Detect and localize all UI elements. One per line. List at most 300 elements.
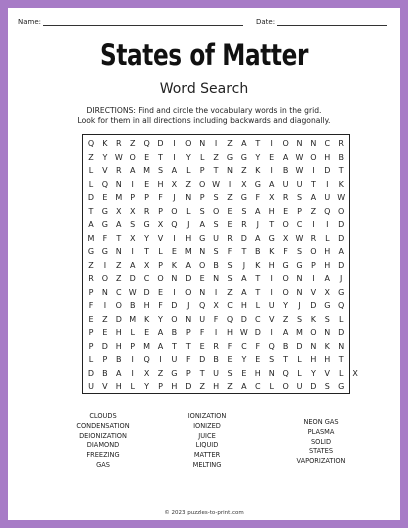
grid-letter[interactable]: F xyxy=(199,328,205,337)
grid-letter[interactable]: I xyxy=(270,274,273,283)
grid-letter[interactable]: J xyxy=(340,274,343,283)
grid-letter[interactable]: N xyxy=(296,274,303,283)
grid-letter[interactable]: I xyxy=(312,166,315,175)
grid-letter[interactable]: O xyxy=(310,328,317,337)
grid-letter[interactable]: S xyxy=(324,314,330,324)
grid-letter[interactable]: E xyxy=(199,341,205,351)
grid-letter[interactable]: R xyxy=(310,233,317,243)
grid-letter[interactable]: O xyxy=(101,274,109,283)
grid-letter[interactable]: O xyxy=(282,139,289,148)
grid-letter[interactable]: F xyxy=(158,193,163,202)
grid-letter[interactable]: P xyxy=(310,260,316,270)
grid-letter[interactable]: R xyxy=(143,206,150,216)
grid-letter[interactable]: S xyxy=(227,274,233,283)
grid-letter[interactable]: I xyxy=(326,179,329,189)
grid-letter[interactable]: L xyxy=(88,355,94,364)
grid-letter[interactable]: H xyxy=(171,382,178,391)
grid-letter[interactable]: C xyxy=(255,382,261,391)
grid-letter[interactable]: K xyxy=(143,314,150,324)
grid-letter[interactable]: W xyxy=(128,287,137,297)
grid-letter[interactable]: D xyxy=(87,193,95,202)
grid-letter[interactable]: D xyxy=(240,233,247,243)
grid-letter[interactable]: L xyxy=(269,382,274,391)
grid-letter[interactable]: P xyxy=(199,166,205,175)
grid-letter[interactable]: L xyxy=(186,206,191,216)
grid-letter[interactable]: O xyxy=(199,179,206,189)
grid-letter[interactable]: Y xyxy=(241,355,247,364)
grid-letter[interactable]: G xyxy=(282,260,289,270)
grid-letter[interactable]: L xyxy=(199,152,205,162)
grid-letter[interactable]: V xyxy=(102,382,108,391)
grid-letter[interactable]: G xyxy=(101,247,108,256)
grid-letter[interactable]: F xyxy=(283,247,288,256)
grid-letter[interactable]: E xyxy=(255,355,261,364)
grid-letter[interactable]: A xyxy=(171,166,178,175)
grid-letter[interactable]: V xyxy=(310,287,317,297)
grid-letter[interactable]: L xyxy=(297,368,302,378)
grid-letter[interactable]: O xyxy=(199,260,206,270)
grid-letter[interactable]: G xyxy=(338,287,345,297)
grid-letter[interactable]: E xyxy=(283,206,289,216)
grid-letter[interactable]: C xyxy=(241,341,247,351)
grid-letter[interactable]: S xyxy=(296,314,303,324)
grid-letter[interactable]: U xyxy=(296,179,303,189)
grid-letter[interactable]: N xyxy=(185,314,192,324)
grid-letter[interactable]: T xyxy=(310,179,316,189)
grid-letter[interactable]: E xyxy=(144,328,150,337)
grid-letter[interactable]: D xyxy=(199,355,206,364)
grid-letter[interactable]: T xyxy=(185,341,191,351)
grid-letter[interactable]: U xyxy=(296,382,303,391)
grid-letter[interactable]: N xyxy=(296,287,303,297)
grid-letter[interactable]: Q xyxy=(324,206,331,216)
grid-letter[interactable]: N xyxy=(199,247,206,256)
grid-letter[interactable]: Z xyxy=(227,287,233,297)
grid-letter[interactable]: A xyxy=(116,368,122,378)
grid-letter[interactable]: E xyxy=(102,193,108,202)
grid-letter[interactable]: K xyxy=(310,314,317,324)
grid-letter[interactable]: N xyxy=(338,341,345,351)
grid-letter[interactable]: X xyxy=(324,287,331,297)
grid-letter[interactable]: B xyxy=(129,301,136,310)
grid-letter[interactable]: J xyxy=(187,301,190,310)
grid-letter[interactable]: N xyxy=(185,193,192,202)
grid-letter[interactable]: T xyxy=(171,341,177,351)
grid-letter[interactable]: I xyxy=(270,166,273,175)
grid-letter[interactable]: N xyxy=(213,274,220,283)
grid-letter[interactable]: F xyxy=(255,193,261,202)
grid-letter[interactable]: O xyxy=(185,287,192,297)
grid-letter[interactable]: K xyxy=(269,247,275,256)
grid-letter[interactable]: D xyxy=(171,301,178,310)
grid-letter[interactable]: I xyxy=(326,220,329,229)
grid-letter[interactable]: R xyxy=(282,193,289,202)
grid-letter[interactable]: N xyxy=(324,328,331,337)
grid-letter[interactable]: I xyxy=(214,287,218,297)
grid-letter[interactable]: K xyxy=(338,179,344,189)
grid-letter[interactable]: I xyxy=(173,152,176,162)
grid-letter[interactable]: G xyxy=(87,247,95,256)
grid-letter[interactable]: D xyxy=(157,139,164,148)
grid-letter[interactable]: O xyxy=(129,152,136,162)
grid-letter[interactable]: C xyxy=(324,139,331,148)
grid-letter[interactable]: M xyxy=(296,328,303,337)
grid-letter[interactable]: Y xyxy=(255,152,261,162)
grid-letter[interactable]: H xyxy=(185,233,192,243)
grid-letter[interactable]: D xyxy=(310,301,317,310)
name-field[interactable] xyxy=(18,18,243,26)
grid-letter[interactable]: G xyxy=(101,220,108,229)
grid-letter[interactable]: F xyxy=(185,355,191,364)
grid-letter[interactable]: D xyxy=(338,233,345,243)
grid-letter[interactable]: G xyxy=(240,152,247,162)
grid-letter[interactable]: I xyxy=(103,301,107,310)
grid-letter[interactable]: U xyxy=(171,355,178,364)
grid-letter[interactable]: U xyxy=(268,301,275,310)
grid-letter[interactable]: E xyxy=(157,287,164,297)
grid-letter[interactable]: T xyxy=(158,152,163,162)
grid-letter[interactable]: H xyxy=(324,152,331,162)
grid-letter[interactable]: I xyxy=(131,355,134,364)
grid-letter[interactable]: H xyxy=(324,355,331,364)
grid-letter[interactable]: D xyxy=(240,314,247,324)
grid-letter[interactable]: B xyxy=(116,355,122,364)
grid-letter[interactable]: Z xyxy=(282,314,289,324)
grid-letter[interactable]: I xyxy=(270,139,273,148)
grid-letter[interactable]: M xyxy=(115,193,123,202)
grid-letter[interactable]: R xyxy=(227,233,233,243)
grid-letter[interactable]: H xyxy=(157,179,164,189)
grid-letter[interactable]: C xyxy=(227,301,233,310)
grid-letter[interactable]: G xyxy=(338,382,345,391)
grid-letter[interactable]: C xyxy=(255,314,261,324)
grid-letter[interactable]: N xyxy=(199,139,206,148)
grid-letter[interactable]: Z xyxy=(88,260,94,270)
grid-letter[interactable]: G xyxy=(101,206,108,216)
grid-letter[interactable]: X xyxy=(241,179,247,189)
grid-letter[interactable]: Q xyxy=(101,179,109,189)
grid-letter[interactable]: E xyxy=(227,355,233,364)
grid-letter[interactable]: F xyxy=(158,301,163,310)
grid-letter[interactable]: P xyxy=(144,193,149,202)
grid-letter[interactable]: Q xyxy=(338,301,345,310)
grid-letter[interactable]: F xyxy=(213,314,219,324)
grid-letter[interactable]: E xyxy=(241,368,247,378)
grid-letter[interactable]: Z xyxy=(129,139,136,148)
grid-letter[interactable]: N xyxy=(310,341,317,351)
grid-letter[interactable]: A xyxy=(185,260,192,270)
grid-letter[interactable]: G xyxy=(226,152,234,162)
grid-letter[interactable]: U xyxy=(199,314,206,324)
grid-letter[interactable]: E xyxy=(227,220,233,229)
grid-letter[interactable]: P xyxy=(185,328,191,337)
grid-letter[interactable]: K xyxy=(255,166,261,175)
grid-letter[interactable]: I xyxy=(312,274,315,283)
grid-letter[interactable]: H xyxy=(226,328,233,337)
grid-letter[interactable]: A xyxy=(310,193,317,202)
grid-letter[interactable]: G xyxy=(199,233,206,243)
grid-letter[interactable]: H xyxy=(268,206,275,216)
grid-letter[interactable]: T xyxy=(255,274,261,283)
grid-letter[interactable]: E xyxy=(199,274,205,283)
grid-letter[interactable]: P xyxy=(158,382,163,391)
grid-letter[interactable]: L xyxy=(130,382,135,391)
grid-letter[interactable]: T xyxy=(283,355,289,364)
grid-letter[interactable]: E xyxy=(88,314,94,324)
grid-letter[interactable]: W xyxy=(295,166,304,175)
grid-letter[interactable]: A xyxy=(282,328,289,337)
grid-letter[interactable]: Q xyxy=(143,355,150,364)
grid-letter[interactable]: G xyxy=(240,193,247,202)
grid-letter[interactable]: H xyxy=(115,341,122,351)
grid-letter[interactable]: P xyxy=(185,368,191,378)
grid-letter[interactable]: Q xyxy=(171,220,178,229)
grid-letter[interactable]: Z xyxy=(185,179,192,189)
grid-letter[interactable]: H xyxy=(115,382,122,391)
grid-letter[interactable]: L xyxy=(338,314,344,324)
grid-letter[interactable]: F xyxy=(227,247,233,256)
grid-letter[interactable]: X xyxy=(143,368,150,378)
grid-letter[interactable]: P xyxy=(297,206,302,216)
grid-letter[interactable]: A xyxy=(241,287,247,297)
grid-letter[interactable]: A xyxy=(241,139,247,148)
grid-letter[interactable]: E xyxy=(227,206,233,216)
grid-letter[interactable]: T xyxy=(199,368,205,378)
grid-letter[interactable]: P xyxy=(88,328,94,337)
grid-letter[interactable]: W xyxy=(295,233,304,243)
grid-letter[interactable]: T xyxy=(213,166,219,175)
grid-letter[interactable]: P xyxy=(130,193,136,202)
grid-letter[interactable]: I xyxy=(214,139,218,148)
grid-letter[interactable]: Z xyxy=(227,139,233,148)
grid-letter[interactable]: U xyxy=(282,179,289,189)
grid-letter[interactable]: W xyxy=(239,328,248,337)
grid-letter[interactable]: I xyxy=(103,260,107,270)
grid-letter[interactable]: A xyxy=(199,220,205,229)
grid-letter[interactable]: Y xyxy=(102,152,108,162)
grid-letter[interactable]: X xyxy=(157,220,164,229)
grid-letter[interactable]: M xyxy=(129,314,137,324)
grid-letter[interactable]: N xyxy=(115,179,122,189)
grid-letter[interactable]: G xyxy=(254,179,261,189)
grid-letter[interactable]: X xyxy=(268,193,275,202)
grid-letter[interactable]: I xyxy=(131,368,134,378)
grid-letter[interactable]: A xyxy=(338,247,344,256)
grid-letter[interactable]: D xyxy=(324,166,331,175)
grid-letter[interactable]: P xyxy=(88,341,94,351)
grid-letter[interactable]: Z xyxy=(102,314,108,324)
grid-letter[interactable]: E xyxy=(269,152,275,162)
grid-letter[interactable]: N xyxy=(101,287,108,297)
grid-letter[interactable]: D xyxy=(338,328,345,337)
grid-letter[interactable]: V xyxy=(268,314,275,324)
grid-letter[interactable]: T xyxy=(338,166,344,175)
grid-letter[interactable]: S xyxy=(199,206,205,216)
grid-letter[interactable]: O xyxy=(282,382,289,391)
grid-letter[interactable]: Z xyxy=(227,382,233,391)
grid-letter[interactable]: I xyxy=(173,287,176,297)
grid-letter[interactable]: T xyxy=(241,247,247,256)
grid-letter[interactable]: T xyxy=(255,139,261,148)
grid-letter[interactable]: W xyxy=(212,179,221,189)
grid-letter[interactable]: B xyxy=(282,166,289,175)
grid-letter[interactable]: D xyxy=(338,260,345,270)
grid-letter[interactable]: D xyxy=(310,382,317,391)
grid-letter[interactable]: P xyxy=(88,287,94,297)
date-field[interactable] xyxy=(256,18,387,26)
grid-letter[interactable]: N xyxy=(296,139,303,148)
grid-letter[interactable]: L xyxy=(88,179,94,189)
grid-letter[interactable]: D xyxy=(338,220,345,229)
grid-letter[interactable]: O xyxy=(282,287,289,297)
grid-letter[interactable]: S xyxy=(241,206,247,216)
grid-letter[interactable]: X xyxy=(116,206,122,216)
grid-letter[interactable]: G xyxy=(143,220,150,229)
grid-letter[interactable]: S xyxy=(296,193,303,202)
grid-letter[interactable]: Z xyxy=(116,260,122,270)
grid-letter[interactable]: Q xyxy=(143,139,150,148)
grid-letter[interactable]: O xyxy=(338,206,345,216)
grid-letter[interactable]: Y xyxy=(283,301,289,310)
grid-letter[interactable]: R xyxy=(213,341,219,351)
grid-letter[interactable]: A xyxy=(157,341,164,351)
grid-letter[interactable]: T xyxy=(116,233,122,243)
grid-letter[interactable]: N xyxy=(199,287,206,297)
grid-letter[interactable]: Y xyxy=(310,368,316,378)
grid-letter[interactable]: X xyxy=(352,368,358,378)
grid-letter[interactable]: N xyxy=(171,274,178,283)
grid-letter[interactable]: Y xyxy=(144,382,150,391)
grid-letter[interactable]: C xyxy=(296,220,303,229)
grid-letter[interactable]: T xyxy=(255,287,261,297)
grid-letter[interactable]: A xyxy=(241,382,247,391)
grid-letter[interactable]: I xyxy=(228,179,232,189)
grid-letter[interactable]: V xyxy=(324,368,331,378)
grid-letter[interactable]: G xyxy=(324,301,331,310)
grid-letter[interactable]: B xyxy=(255,247,261,256)
grid-letter[interactable]: A xyxy=(324,274,331,283)
grid-letter[interactable]: S xyxy=(130,220,136,229)
grid-letter[interactable]: D xyxy=(101,341,108,351)
grid-letter[interactable]: H xyxy=(310,355,317,364)
grid-letter[interactable]: I xyxy=(173,139,176,148)
grid-letter[interactable]: A xyxy=(255,233,261,243)
grid-letter[interactable]: J xyxy=(242,260,246,270)
date-line[interactable] xyxy=(277,18,387,26)
grid-letter[interactable]: G xyxy=(268,233,275,243)
grid-letter[interactable]: K xyxy=(255,260,261,270)
grid-letter[interactable]: O xyxy=(185,139,192,148)
grid-letter[interactable]: D xyxy=(129,274,136,283)
grid-letter[interactable]: X xyxy=(282,233,289,243)
grid-letter[interactable]: C xyxy=(143,274,150,283)
grid-letter[interactable]: U xyxy=(324,193,331,202)
grid-letter[interactable]: U xyxy=(213,233,220,243)
grid-letter[interactable]: G xyxy=(171,368,178,378)
grid-letter[interactable]: O xyxy=(212,206,220,216)
grid-letter[interactable]: W xyxy=(295,152,304,162)
grid-letter[interactable]: K xyxy=(324,341,330,351)
grid-letter[interactable]: Q xyxy=(226,314,234,324)
grid-letter[interactable]: W xyxy=(337,193,346,202)
grid-letter[interactable]: C xyxy=(116,287,122,297)
grid-letter[interactable]: D xyxy=(254,328,261,337)
grid-letter[interactable]: L xyxy=(297,355,302,364)
grid-letter[interactable]: L xyxy=(130,328,135,337)
grid-letter[interactable]: K xyxy=(102,139,108,148)
grid-letter[interactable]: I xyxy=(131,179,134,189)
grid-letter[interactable]: A xyxy=(129,260,136,270)
grid-letter[interactable]: N xyxy=(268,368,275,378)
grid-letter[interactable]: M xyxy=(143,341,151,351)
grid-letter[interactable]: B xyxy=(282,341,289,351)
grid-letter[interactable]: I xyxy=(270,328,273,337)
grid-letter[interactable]: L xyxy=(158,247,163,256)
grid-letter[interactable]: S xyxy=(227,260,233,270)
grid-letter[interactable]: E xyxy=(144,152,150,162)
grid-letter[interactable]: O xyxy=(282,220,289,229)
grid-letter[interactable]: A xyxy=(241,274,247,283)
grid-letter[interactable]: G xyxy=(296,260,303,270)
grid-letter[interactable]: Z xyxy=(116,274,122,283)
grid-letter[interactable]: Q xyxy=(199,301,206,310)
grid-letter[interactable]: P xyxy=(102,355,108,364)
grid-letter[interactable]: Y xyxy=(144,233,150,243)
grid-letter[interactable]: J xyxy=(173,193,176,202)
grid-letter[interactable]: R xyxy=(338,139,344,148)
grid-letter[interactable]: H xyxy=(143,301,150,310)
grid-letter[interactable]: F xyxy=(102,233,108,243)
grid-letter[interactable]: A xyxy=(129,166,136,175)
grid-letter[interactable]: E xyxy=(171,247,177,256)
grid-letter[interactable]: O xyxy=(115,301,122,310)
grid-letter[interactable]: S xyxy=(269,355,275,364)
grid-letter[interactable]: L xyxy=(88,166,94,175)
grid-letter[interactable]: M xyxy=(87,233,95,243)
grid-letter[interactable]: A xyxy=(88,220,94,229)
grid-letter[interactable]: O xyxy=(282,274,289,283)
grid-letter[interactable]: I xyxy=(270,287,273,297)
grid-letter[interactable]: L xyxy=(325,233,330,243)
grid-letter[interactable]: Z xyxy=(88,152,94,162)
grid-letter[interactable]: S xyxy=(227,368,233,378)
grid-letter[interactable]: W xyxy=(114,152,123,162)
grid-letter[interactable]: Q xyxy=(282,368,289,378)
grid-letter[interactable]: D xyxy=(296,341,303,351)
grid-letter[interactable]: S xyxy=(157,166,164,175)
grid-letter[interactable]: R xyxy=(88,274,94,283)
grid-letter[interactable]: J xyxy=(187,220,190,229)
grid-letter[interactable]: N xyxy=(227,166,233,175)
grid-letter[interactable]: R xyxy=(241,220,247,229)
grid-letter[interactable]: E xyxy=(102,328,108,337)
grid-letter[interactable]: F xyxy=(227,341,233,351)
grid-letter[interactable]: H xyxy=(254,368,261,378)
grid-letter[interactable]: X xyxy=(171,179,178,189)
grid-letter[interactable]: Z xyxy=(227,193,233,202)
grid-letter[interactable]: D xyxy=(87,368,95,378)
grid-letter[interactable]: A xyxy=(116,220,122,229)
grid-letter[interactable]: T xyxy=(338,355,344,364)
grid-letter[interactable]: X xyxy=(213,301,219,310)
grid-letter[interactable]: D xyxy=(143,287,150,297)
grid-letter[interactable]: L xyxy=(186,166,191,175)
grid-letter[interactable]: Y xyxy=(158,314,163,324)
grid-letter[interactable]: O xyxy=(157,274,164,283)
grid-letter[interactable]: D xyxy=(185,274,192,283)
grid-letter[interactable]: S xyxy=(296,247,303,256)
grid-letter[interactable]: X xyxy=(129,206,136,216)
